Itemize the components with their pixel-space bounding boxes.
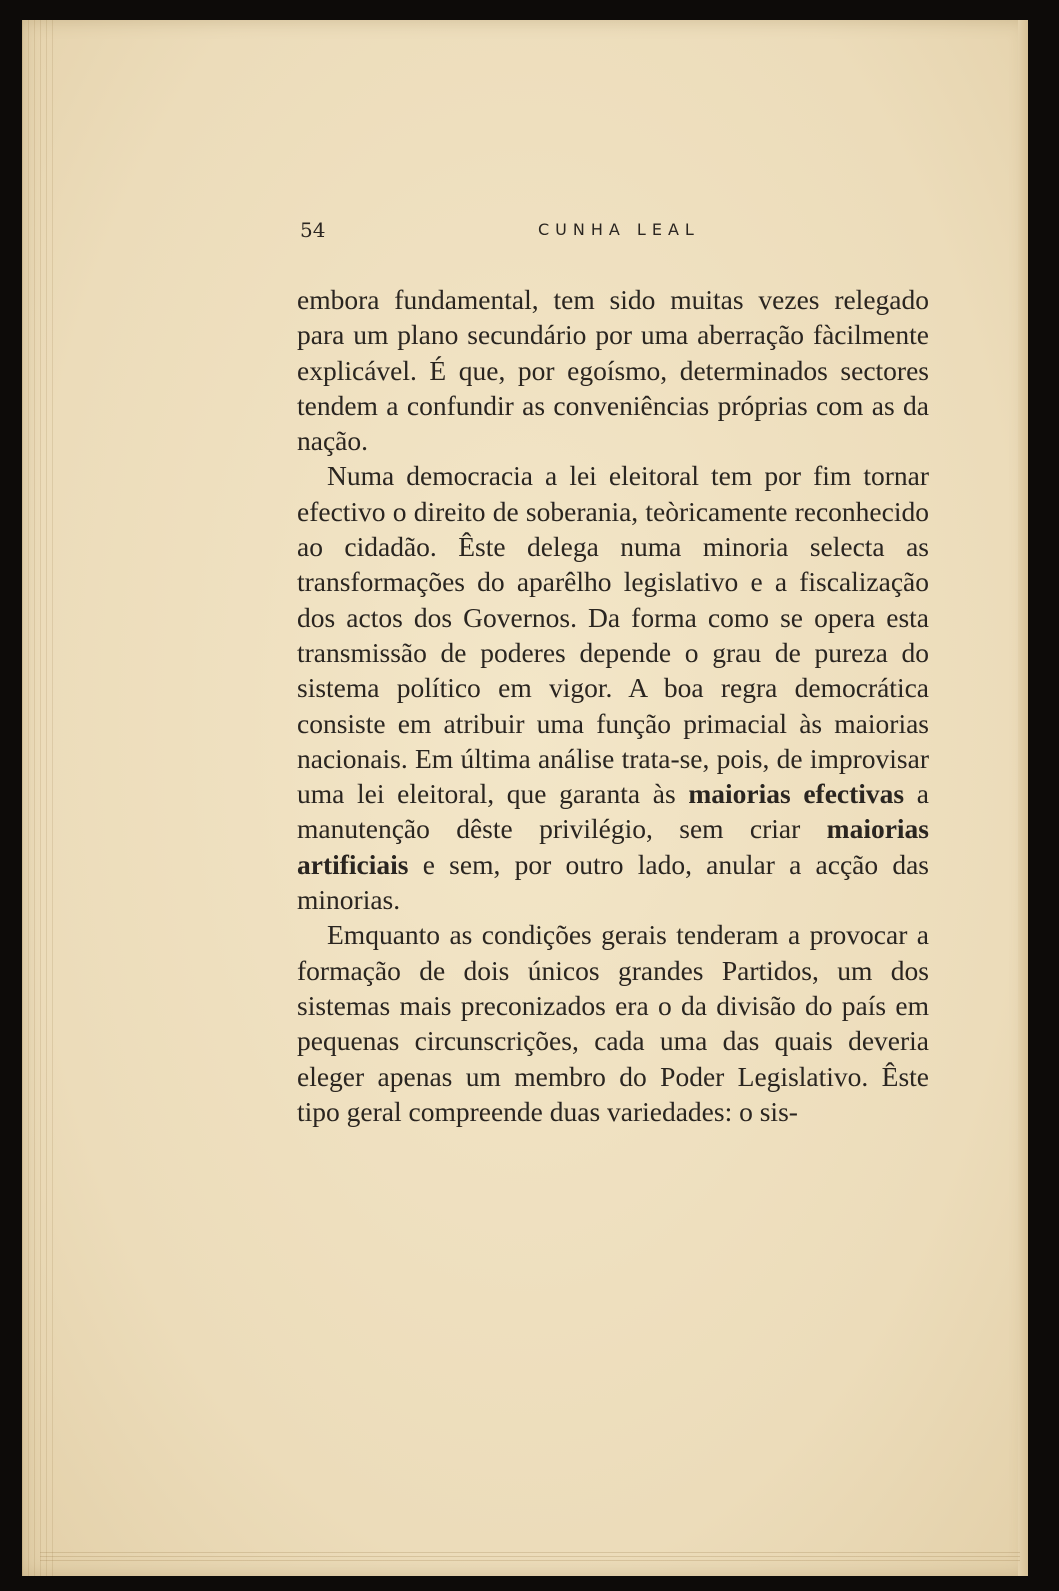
bold-phrase-maiorias-artificiais: maiorias artificiais [297, 813, 930, 880]
paragraph-3-text: Emquanto as condições gerais tenderam a provocar a formação de dois únicos grandes Partidos, um dos sistemas mais preconizados era o da divisão do país em pequenas circunscrições, cada uma das quais deveria eleger apenas um membro do Poder Legislativo. Êste tipo geral compreende duas variedades: o sis- [297, 919, 929, 1127]
paragraph-1 [297, 282, 929, 458]
bold-phrase-maiorias-efectivas: maiorias efectivas [688, 778, 905, 810]
page-edges-bottom [40, 1552, 1020, 1562]
page-edges-left [22, 20, 56, 1576]
running-title: CUNHA LEAL [538, 220, 700, 239]
page-edge-right [1018, 20, 1028, 1576]
body-text [297, 282, 929, 1129]
paragraph-2 [297, 458, 929, 917]
paragraph-1-text: embora fundamental, tem sido muitas vezes relegado para um plano secundário por uma aberração fàcilmente explicável. É que, por egoísmo, determinados sectores tendem a confundir as conveniências próprias com as da nação. [297, 284, 929, 457]
running-head [300, 216, 930, 246]
paragraph-2-text-2: a manutenção dêste privilégio, sem criar [297, 778, 930, 845]
paragraph-3 [297, 917, 929, 1129]
page-number: 54 [300, 218, 326, 242]
paragraph-2-text-3: e sem, por outro lado, anular a acção das minorias. [297, 848, 930, 916]
paragraph-2-text: Numa democracia a lei eleitoral tem por fim tornar efectivo o direito de soberania, teòricamente reconhecido ao cidadão. Êste delega numa minoria selecta as transformações do aparêlho legislativo e a fiscalização dos actos dos Governos. Da forma como se opera esta transmissão de poderes depende o grau de pureza do sistema político em vigor. A boa regra democrática consiste em atribuir uma função primacial às maiorias nacionais. Em última análise trata-se, pois, de improvisar uma lei eleitoral, que garanta às [297, 460, 929, 810]
